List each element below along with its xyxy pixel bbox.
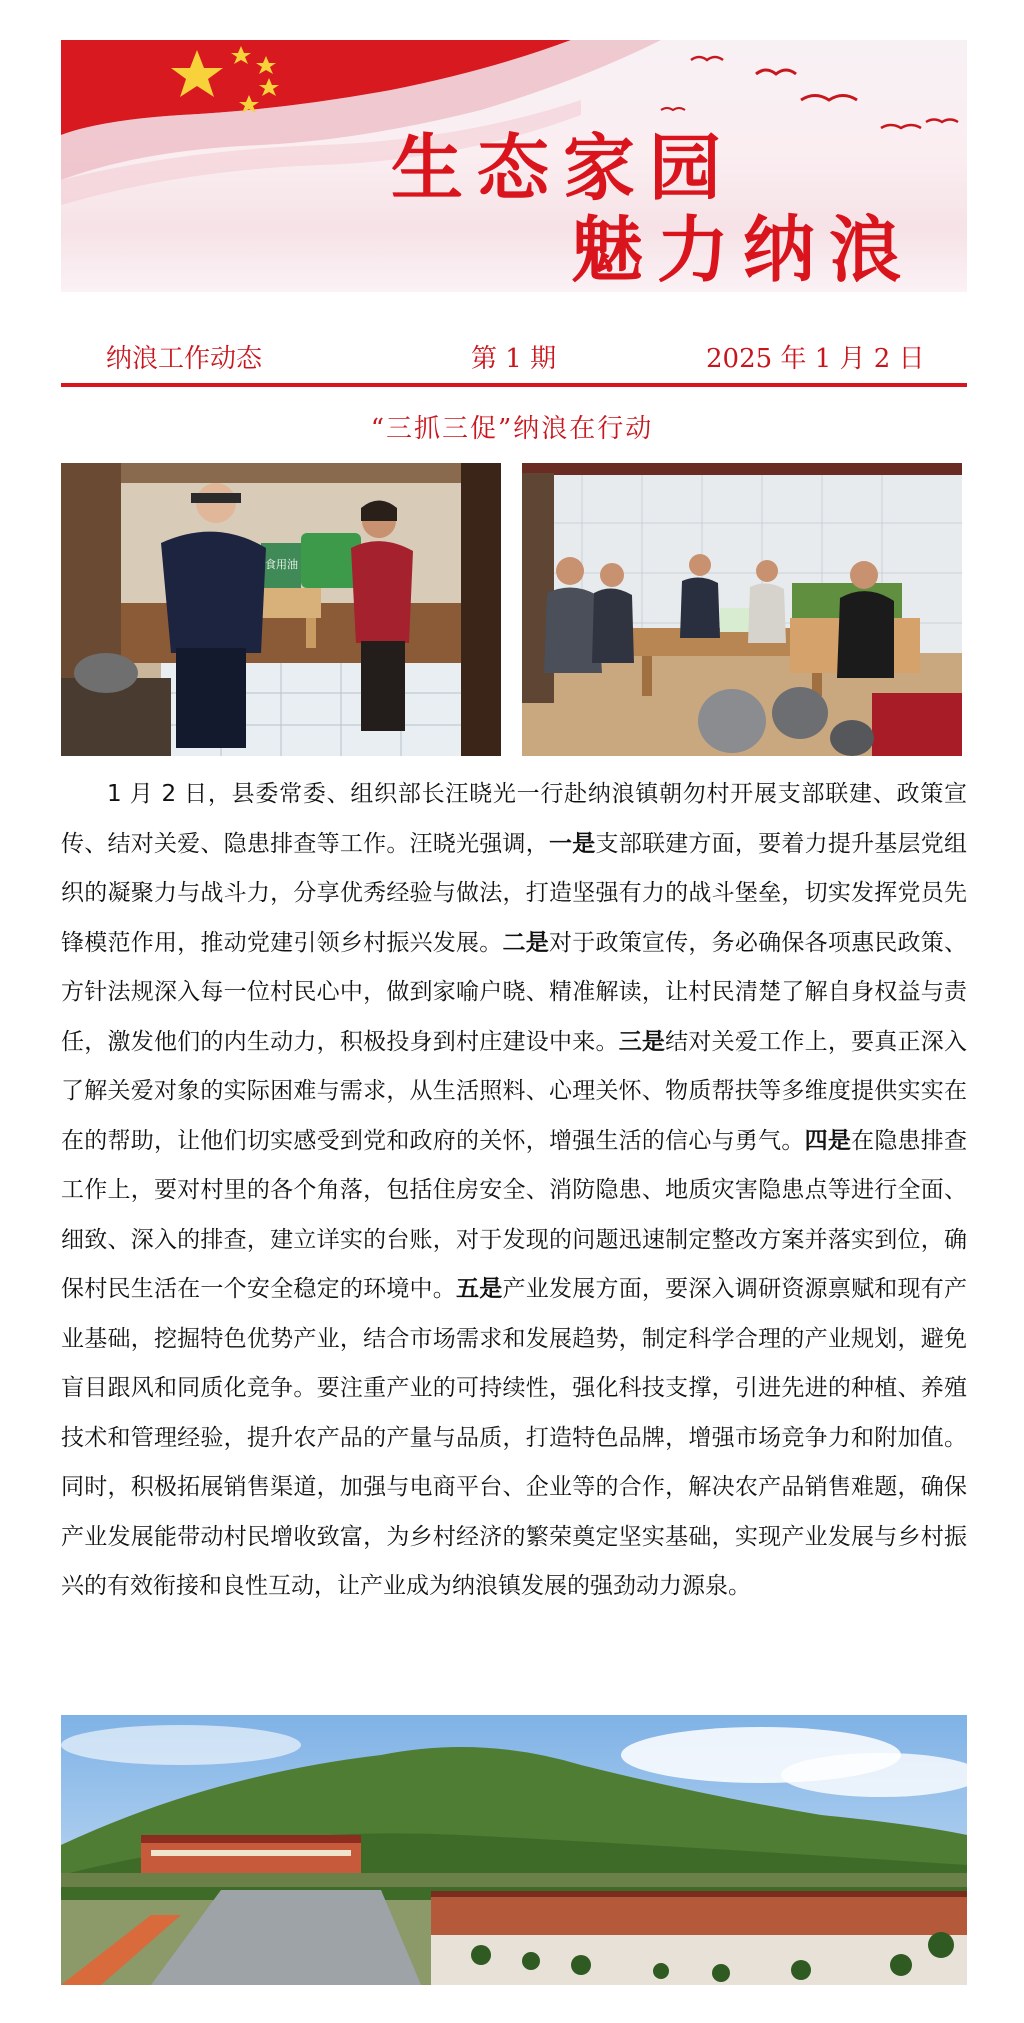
banner-title-line1: 生态家园 (391, 125, 736, 210)
publication-name: 纳浪工作动态 (106, 344, 263, 374)
article-text-point-five: 产业发展方面，要深入调研资源禀赋和现有产业基础，挖掘特色优势产业，结合市场需求和发展趋势，制定科学合理的产业规划，避免盲目跟风和同质化竞争。要注重产业的可持续性，强化科技支撑，引进先进的种植、养殖技术和管理经验，提升农产品的产量与品质，打造特色品牌，增强市场竞争力和附加值。同时，积极拓展销售渠道，加强与电商平台、企业等的合作，解决农产品销售难题，确保产业发展能带动村民增收致富，为乡村经济的繁荣奠定坚实基础，实现产业发展与乡村振兴的有效衔接和良性互动，让产业成为纳浪镇发展的强劲动力源泉。 (61, 1276, 968, 1599)
article-text-point-three: 结对关爱工作上，要真正深入了解关爱对象的实际困难与需求，从生活照料、心理关怀、物质帮扶等多维度提供实实在在的帮助，让他们切实感受到党和政府的关怀，增强生活的信心与勇气。 (61, 1028, 968, 1154)
publication-meta (61, 338, 967, 378)
article-text-intro: 1 月 2 日，县委常委、组织部长汪晓光一行赴纳浪镇朝勿村开展支部联建、政策宣传、结对关爱、隐患排查等工作。汪晓光强调， (61, 781, 967, 857)
town-landscape-photo (61, 1715, 967, 1985)
gift-label: 食用油 (265, 558, 298, 571)
point-three-label: 三是 (618, 1028, 666, 1055)
article-body (61, 770, 967, 1612)
article-text-point-one: 支部联建方面，要着力提升基层党组织的凝聚力与战斗力，分享优秀经验与做法，打造坚强有力的战斗堡垒，切实发挥党员先锋模范作用，推动党建引领乡村振兴发展。 (61, 830, 968, 956)
point-one-label: 一是 (548, 830, 596, 857)
visit-photo-right (522, 463, 962, 756)
article-text-point-four: 在隐患排查工作上，要对村里的各个角落，包括住房安全、消防隐患、地质灾害隐患点等进行全面、细致、深入的排查，建立详实的台账，对于发现的问题迅速制定整改方案并落实到位，确保村民生活在一个安全稳定的环境中。 (61, 1127, 968, 1302)
point-five-label: 五是 (456, 1276, 503, 1302)
header-banner (61, 40, 967, 292)
article-subtitle: “三抓三促”纳浪在行动 (370, 414, 654, 444)
point-four-label: 四是 (804, 1127, 852, 1154)
visit-photo-left (61, 463, 501, 756)
banner-title-line2: 魅力纳浪 (571, 207, 916, 292)
point-two-label: 二是 (502, 929, 549, 956)
header-divider (61, 383, 967, 387)
issue-date: 2025 年 1 月 2 日 (706, 344, 925, 374)
issue-number: 第 1 期 (471, 344, 557, 374)
article-text-point-two: 对于政策宣传，务必确保各项惠民政策、方针法规深入每一位村民心中，做到家喻户晓、精准解读，让村民清楚了解自身权益与责任，激发他们的内生动力，积极投身到村庄建设中来。 (61, 929, 968, 1055)
